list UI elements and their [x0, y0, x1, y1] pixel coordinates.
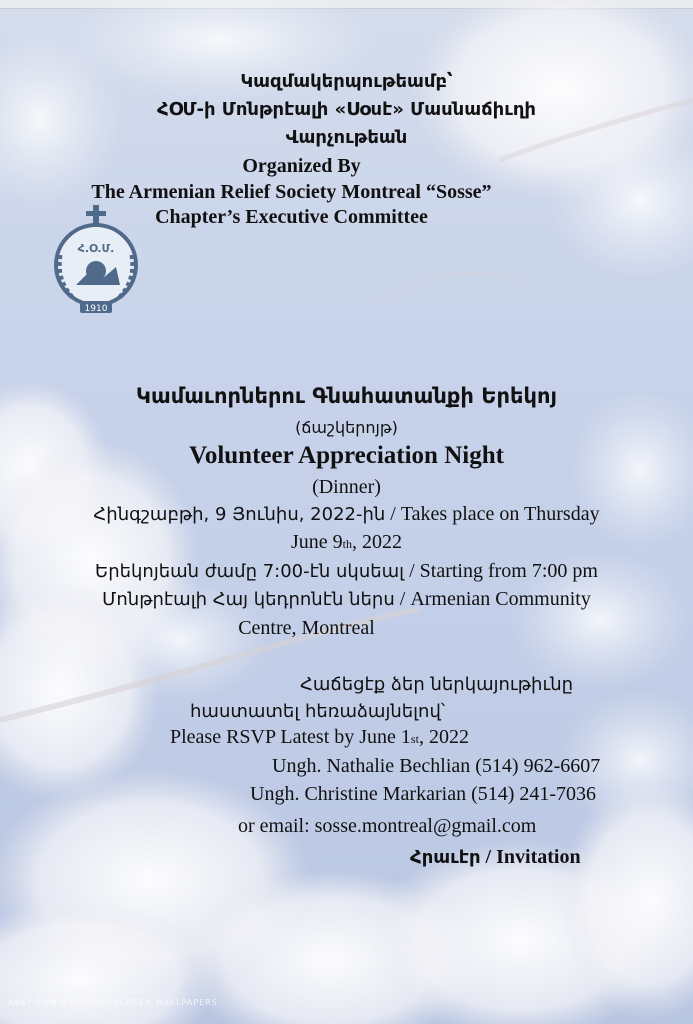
organizer-en-line3: Chapter’s Executive Committee — [155, 206, 428, 228]
place-separator: / — [394, 588, 411, 610]
watermark: AVA7.COM • HD WIDESCREEN WALLPAPERS — [8, 998, 218, 1007]
event-place-en: Armenian Community — [410, 588, 591, 610]
event-place-hy: Մոնթրէալի Հայ կեդրոնէն ներս — [102, 589, 395, 610]
rsvp-en-sup: st — [410, 732, 419, 746]
event-date-hy: Հինգշաբթի, 9 Յունիս, 2022-ին — [93, 504, 386, 525]
organizer-hy-line3: Վարչութեան — [285, 127, 408, 148]
event-subtitle-en: (Dinner) — [312, 476, 381, 498]
event-place-en2: Centre, Montreal — [238, 617, 375, 639]
date-separator: / — [385, 503, 401, 525]
event-time-hy: Երեկոյեան ժամը 7:00-էն սկսեալ — [95, 561, 405, 582]
rsvp-hy-line1: Հաճեցէք ձեր ներկայութիւնը — [300, 674, 574, 695]
invitation-hy: Հրաւէր — [410, 847, 481, 868]
rsvp-en-post: , 2022 — [418, 726, 469, 748]
event-date-en2-pre: June 9 — [290, 531, 343, 553]
logo-year: 1910 — [84, 304, 108, 314]
event-date-line — [0, 503, 693, 526]
event-title-hy: Կամաւորներու Գնահատանքի Երեկոյ — [136, 384, 557, 408]
event-date-en: Takes place on Thursday — [400, 503, 600, 525]
organizer-en-line1: Organized By — [242, 155, 361, 177]
organizer-hy-line2: ՀՕՄ-ի Մոնթրէալի «Սօսէ» Մասնաճիւղի — [157, 99, 536, 120]
invitation-separator: / — [480, 846, 497, 868]
event-time-en: Starting from 7:00 pm — [419, 560, 598, 582]
event-date-en2-post: , 2022 — [352, 531, 402, 553]
invitation-label — [410, 846, 581, 869]
event-date-line2 — [0, 531, 693, 554]
rsvp-contact1: Ungh. Nathalie Bechlian (514) 962-6607 — [272, 755, 601, 777]
event-subtitle-hy: (ճաշկերոյթ) — [295, 418, 398, 437]
event-place-line — [0, 588, 693, 611]
logo-initials: Հ.Օ.Մ. — [77, 242, 115, 255]
rsvp-contact2: Ungh. Christine Markarian (514) 241-7036 — [250, 783, 597, 805]
rsvp-hy-line2: հաստատել հեռաձայնելով՝ — [190, 701, 446, 722]
organizer-en-line2: The Armenian Relief Society Montreal “Sosse” — [91, 181, 492, 203]
rsvp-en-line — [170, 726, 469, 749]
organizer-hy-line1: Կազմակերպութեամբ՝ — [240, 71, 453, 92]
time-separator: / — [404, 560, 420, 582]
rsvp-email[interactable]: or email: sosse.montreal@gmail.com — [238, 815, 537, 837]
event-title-en: Volunteer Appreciation Night — [189, 442, 504, 469]
ars-emblem-icon — [50, 205, 142, 317]
event-date-en2-sup: th — [342, 537, 352, 551]
rsvp-en-pre: Please RSVP Latest by June 1 — [170, 726, 411, 748]
event-time-line — [0, 560, 693, 583]
invitation-en: Invitation — [496, 846, 581, 868]
